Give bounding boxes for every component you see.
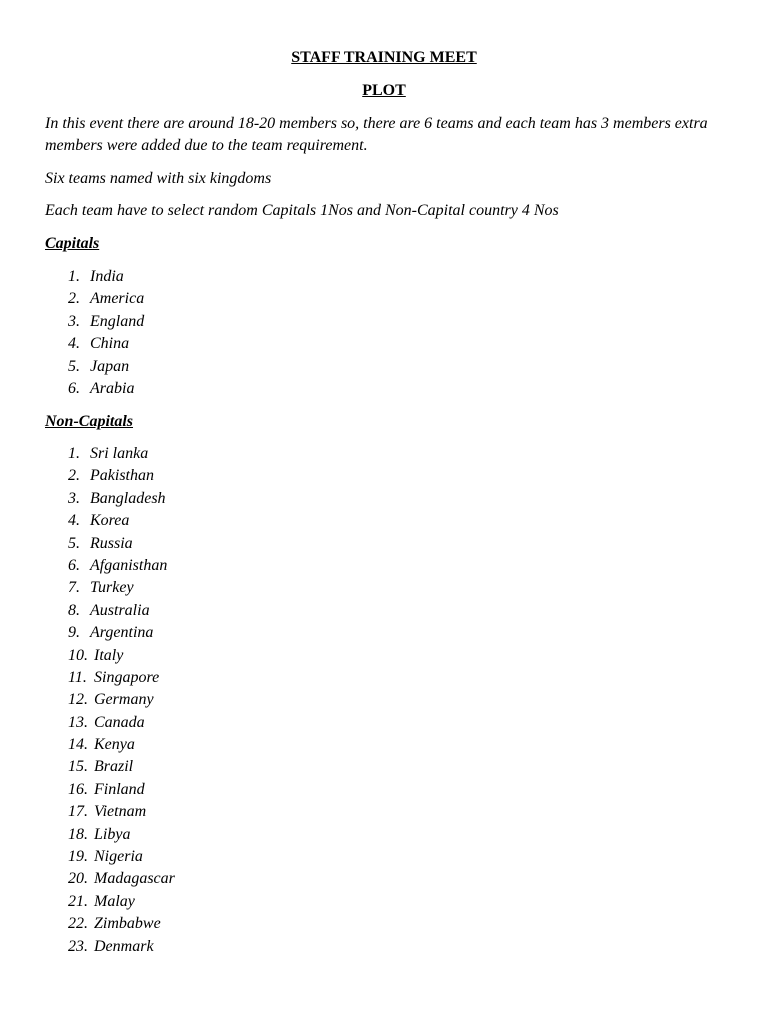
list-item-label: Nigeria [94,848,143,866]
list-number: 1. [68,268,80,285]
noncapital-list-item [68,846,175,868]
list-number: 16. [68,780,88,798]
noncapital-list-item [68,756,175,778]
capital-list-item [68,311,144,333]
list-item-label: Denmark [94,937,154,955]
list-number: 20. [68,870,88,888]
list-number: 11. [68,668,87,686]
noncapital-list-item [68,622,175,644]
list-item-label: Malay [94,892,135,910]
list-number: 14. [68,736,88,754]
noncapitals-list [68,443,175,958]
noncapital-list-item [68,779,175,801]
list-number: 3. [68,312,80,330]
list-item-label: Australia [90,601,150,619]
list-item-label: Russia [90,534,133,552]
selection-paragraph: Each team have to select random Capitals 1Nos and Non-Capital country 4 Nos [45,202,559,219]
noncapital-list-item [68,443,175,465]
list-number: 2. [68,467,80,485]
list-number: 8. [68,601,80,619]
document-subtitle: PLOT [362,82,406,99]
list-item-label: Zimbabwe [94,915,161,933]
list-number: 22. [68,915,88,933]
list-number: 1. [68,445,80,462]
list-item-label: India [90,268,124,285]
noncapital-list-item [68,577,175,599]
list-item-label: Arabia [90,379,135,397]
list-item-label: Libya [94,825,131,843]
list-item-label: Vietnam [94,803,147,821]
capital-list-item [68,288,144,310]
list-number: 15. [68,758,88,776]
noncapitals-heading: Non-Capitals [45,413,134,430]
list-item-label: Argentina [90,624,154,642]
list-number: 2. [68,290,80,308]
noncapital-list-item [68,824,175,846]
capitals-list [68,266,144,400]
noncapital-list-item [68,734,175,756]
list-item-label: Bangladesh [90,489,166,507]
list-number: 4. [68,335,80,353]
noncapital-list-item [68,667,175,689]
list-item-label: Canada [94,713,145,731]
list-number: 4. [68,512,80,530]
capital-list-item [68,356,144,378]
noncapital-list-item [68,465,175,487]
list-item-label: Finland [94,780,145,798]
list-number: 6. [68,556,80,574]
list-number: 10. [68,646,88,664]
noncapital-list-item [68,510,175,532]
noncapital-list-item [68,801,175,823]
list-number: 3. [68,489,80,507]
list-item-label: Singapore [94,668,160,686]
list-item-label: Afganisthan [90,556,168,574]
list-number: 5. [68,357,80,375]
noncapital-list-item [68,533,175,555]
list-item-label: Kenya [94,736,135,754]
list-number: 17. [68,803,88,821]
list-item-label: Korea [90,512,130,530]
list-number: 6. [68,379,80,397]
list-item-label: Japan [90,357,130,375]
list-number: 5. [68,534,80,552]
capitals-heading: Capitals [45,235,100,252]
list-number: 13. [68,713,88,731]
noncapital-list-item [68,689,175,711]
list-item-label: America [90,290,145,308]
intro-paragraph: In this event there are around 18-20 members so, there are 6 teams and each team has 3 members extra members were added due to the team requirement. [45,115,708,154]
list-number: 21. [68,892,88,910]
noncapital-list-item [68,488,175,510]
list-item-label: Sri lanka [90,445,149,462]
list-item-label: Italy [94,646,124,664]
document-title: STAFF TRAINING MEET [291,49,477,66]
capital-list-item [68,378,144,400]
list-number: 19. [68,848,88,866]
list-item-label: Turkey [90,579,134,597]
list-item-label: Madagascar [94,870,175,888]
list-item-label: Pakisthan [90,467,154,485]
capital-list-item [68,333,144,355]
noncapital-list-item [68,868,175,890]
noncapital-list-item [68,913,175,935]
teams-paragraph: Six teams named with six kingdoms [45,170,272,187]
list-number: 9. [68,624,80,642]
noncapital-list-item [68,891,175,913]
list-number: 23. [68,937,88,955]
capital-list-item [68,266,144,288]
list-item-label: England [90,312,145,330]
list-item-label: Germany [94,691,154,709]
noncapital-list-item [68,712,175,734]
list-item-label: China [90,335,130,353]
list-item-label: Brazil [94,758,134,776]
noncapital-list-item [68,936,175,958]
list-number: 12. [68,691,88,709]
list-number: 7. [68,579,80,597]
noncapital-list-item [68,645,175,667]
list-number: 18. [68,825,88,843]
noncapital-list-item [68,600,175,622]
noncapital-list-item [68,555,175,577]
